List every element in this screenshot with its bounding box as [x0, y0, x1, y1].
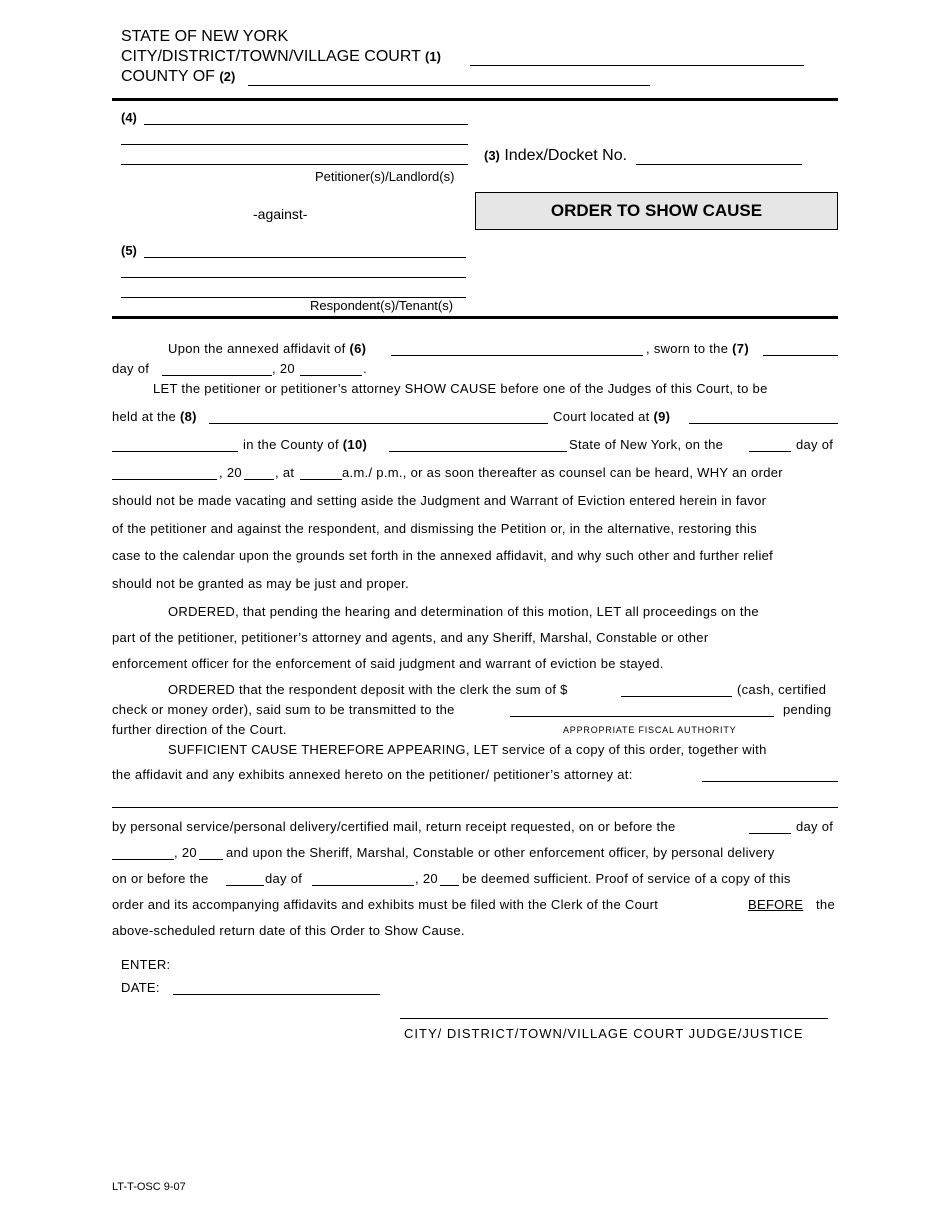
order-title-box	[475, 192, 838, 230]
text-affidavit-exhibits: the affidavit and any exhibits annexed hereto on the petitioner/ petitioner’s attorney at:	[112, 767, 633, 782]
index-docket	[484, 147, 627, 165]
enter-label: ENTER:	[121, 957, 171, 972]
petitioner-name-field-3[interactable]	[121, 164, 468, 165]
attorney-address-field-1[interactable]	[702, 781, 838, 782]
court-location-field-2[interactable]	[112, 451, 238, 452]
field-number-10: (10)	[342, 437, 368, 452]
text-show-cause: LET the petitioner or petitioner’s attorney SHOW CAUSE before one of the Judges of this Court, to be	[153, 381, 768, 396]
state-heading: STATE OF NEW YORK	[121, 28, 289, 45]
text-comma-20-3: , 20	[174, 845, 197, 860]
respondent-name-field-2[interactable]	[121, 277, 466, 278]
affidavit-text	[168, 341, 366, 356]
county-label: COUNTY OF	[121, 68, 215, 85]
sworn-year-field[interactable]	[300, 375, 362, 376]
respondent-label: Respondent(s)/Tenant(s)	[310, 298, 454, 313]
text-day-of-2: day of	[796, 437, 834, 452]
service-month-field[interactable]	[112, 859, 174, 860]
text-sworn: , sworn to the	[646, 341, 729, 356]
respondent-field-number: (5)	[121, 243, 137, 258]
court-heading	[121, 48, 441, 66]
fiscal-authority-caption: APPROPRIATE FISCAL AUTHORITY	[563, 725, 737, 735]
text-day-of: day of	[112, 361, 150, 376]
text-why-order: a.m./ p.m., or as soon thereafter as counsel can be heard, WHY an order	[342, 465, 783, 480]
field-number-9: (9)	[653, 409, 671, 424]
text-the: the	[816, 897, 835, 912]
service-day-field[interactable]	[749, 833, 791, 834]
text-further-direction: further direction of the Court.	[112, 722, 287, 737]
text-sufficient-cause: SUFFICIENT CAUSE THEREFORE APPEARING, LET service of a copy of this order, together with	[168, 742, 767, 757]
text-at: , at	[275, 465, 295, 480]
header-divider	[112, 98, 838, 101]
sworn-month-field[interactable]	[162, 375, 272, 376]
located-at-text	[553, 409, 670, 424]
held-at-text	[112, 409, 197, 424]
court-held-at-field[interactable]	[209, 423, 548, 424]
text-check-money-order: check or money order), said sum to be transmitted to the	[112, 702, 455, 717]
text-day-of-4: day of	[265, 871, 303, 886]
enforcement-year-field[interactable]	[440, 885, 459, 886]
court-field-number: (1)	[425, 49, 441, 64]
text-in-county-of: in the County of	[243, 437, 339, 452]
text-state-on-the: State of New York, on the	[569, 437, 724, 452]
index-docket-field[interactable]	[636, 164, 802, 165]
text-on-or-before: on or before the	[112, 871, 209, 886]
hearing-time-field[interactable]	[300, 479, 342, 480]
text-held-at: held at the	[112, 409, 177, 424]
text-return-date: above-scheduled return date of this Order to Show Cause.	[112, 923, 465, 938]
fiscal-authority-field[interactable]	[510, 716, 774, 717]
sworn-day-field[interactable]	[763, 355, 838, 356]
affiant-name-field[interactable]	[391, 355, 643, 356]
respondent-name-field-1[interactable]	[144, 257, 466, 258]
text-ordered-deposit: ORDERED that the respondent deposit with the clerk the sum of $	[168, 682, 568, 697]
text-cash-certified: (cash, certified	[737, 682, 827, 697]
enforcement-month-field[interactable]	[312, 885, 414, 886]
index-field-number: (3)	[484, 148, 500, 163]
text-period: .	[363, 361, 367, 376]
text-ordered-pending: ORDERED, that pending the hearing and determination of this motion, LET all proceedings on the	[168, 604, 759, 619]
petitioner-field-number: (4)	[121, 110, 137, 125]
text-personal-service: by personal service/personal delivery/certified mail, return receipt requested, on or before the	[112, 819, 676, 834]
text-stayed: enforcement officer for the enforcement of said judgment and warrant of eviction be stayed.	[112, 656, 664, 671]
text-comma-20: , 20	[272, 361, 295, 376]
date-field[interactable]	[173, 994, 380, 995]
text-pending: pending	[783, 702, 832, 717]
form-id: LT-T-OSC 9-07	[112, 1181, 186, 1193]
deposit-amount-field[interactable]	[621, 696, 732, 697]
text-dismissing: of the petitioner and against the respondent, and dismissing the Petition or, in the alternative, restoring this	[112, 521, 757, 536]
field-number-6: (6)	[349, 341, 367, 356]
text-just-proper: should not be granted as may be just and proper.	[112, 576, 409, 591]
petitioner-name-field-2[interactable]	[121, 144, 468, 145]
text-comma-20-4: , 20	[415, 871, 438, 886]
court-label: CITY/DISTRICT/TOWN/VILLAGE COURT	[121, 48, 421, 65]
county-field-number: (2)	[219, 69, 236, 84]
county-of-text	[243, 437, 367, 452]
service-year-field[interactable]	[199, 859, 223, 860]
sworn-text	[646, 341, 749, 356]
petitioner-name-field-1[interactable]	[144, 124, 468, 125]
text-part-of-petitioner: part of the petitioner, petitioner’s attorney and agents, and any Sheriff, Marshal, Constable or other	[112, 630, 709, 645]
against-label: -against-	[253, 206, 308, 222]
text-comma-20-2: , 20	[219, 465, 242, 480]
attorney-address-field-2[interactable]	[112, 807, 838, 808]
text-before: BEFORE	[748, 897, 804, 912]
caption-divider	[112, 316, 838, 319]
text-sheriff-marshal: and upon the Sheriff, Marshal, Constable or other enforcement officer, by personal delivery	[226, 845, 775, 860]
date-label: DATE:	[121, 980, 160, 995]
hearing-county-field[interactable]	[389, 451, 567, 452]
text-court-located-at: Court located at	[553, 409, 650, 424]
text-restoring: case to the calendar upon the grounds set forth in the annexed affidavit, and why such other and further relief	[112, 548, 774, 563]
hearing-month-field[interactable]	[112, 479, 217, 480]
court-location-field[interactable]	[689, 423, 838, 424]
hearing-day-field[interactable]	[749, 451, 791, 452]
field-number-8: (8)	[179, 409, 197, 424]
field-number-7: (7)	[732, 341, 749, 356]
judge-signature-label: CITY/ DISTRICT/TOWN/VILLAGE COURT JUDGE/JUSTICE	[404, 1026, 804, 1041]
text-day-of-3: day of	[796, 819, 834, 834]
hearing-year-field[interactable]	[244, 479, 274, 480]
text-upon-affidavit: Upon the annexed affidavit of	[168, 341, 346, 356]
petitioner-label: Petitioner(s)/Landlord(s)	[315, 169, 455, 184]
text-vacating: should not be made vacating and setting aside the Judgment and Warrant of Eviction entered herein in favor	[112, 493, 767, 508]
court-name-field[interactable]	[470, 65, 804, 66]
text-deemed-sufficient: be deemed sufficient. Proof of service of a copy of this	[462, 871, 791, 886]
county-name-field[interactable]	[248, 85, 650, 86]
judge-signature-field[interactable]	[400, 1018, 828, 1019]
index-label: Index/Docket No.	[504, 147, 628, 164]
county-heading	[121, 68, 235, 86]
order-title: ORDER TO SHOW CAUSE	[550, 201, 763, 220]
text-filed-with-clerk: order and its accompanying affidavits and exhibits must be filed with the Clerk of the Court	[112, 897, 659, 912]
enforcement-day-field[interactable]	[226, 885, 264, 886]
